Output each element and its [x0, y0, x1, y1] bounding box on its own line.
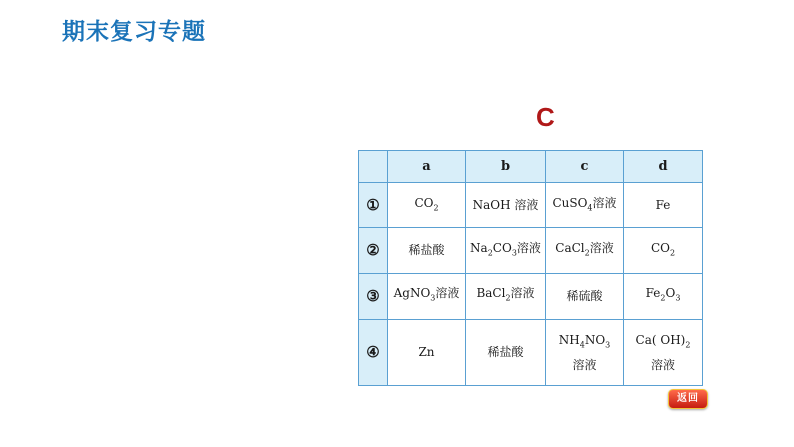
- back-button[interactable]: [668, 389, 708, 409]
- answer-label: C: [536, 102, 555, 132]
- table-cell: 稀盐酸: [466, 319, 546, 385]
- header-col-d: d: [624, 151, 703, 183]
- table-row: [359, 183, 703, 228]
- header-col-b: b: [466, 151, 546, 183]
- reagent-table: [358, 150, 703, 386]
- table-cell: 稀盐酸: [388, 228, 466, 273]
- table-header-row: [359, 151, 703, 183]
- table-cell: AgNO$_3$溶液: [388, 273, 466, 319]
- table-cell: NaOH 溶液: [466, 183, 546, 228]
- header-col-a: a: [388, 151, 466, 183]
- table-cell: Fe: [624, 183, 703, 228]
- back-button-label: 返回: [677, 393, 699, 404]
- table-row: [359, 319, 703, 385]
- row-number: ④: [359, 319, 388, 385]
- table-cell: Zn: [388, 319, 466, 385]
- table-cell: BaCl$_2$溶液: [466, 273, 546, 319]
- header-corner: [359, 151, 388, 183]
- table-cell: $Fe_2O_3$: [624, 273, 703, 319]
- table-cell: $CO_2$: [388, 183, 466, 228]
- header-col-c: c: [546, 151, 624, 183]
- table-row: [359, 273, 703, 319]
- table-cell: $Na_2CO_3$溶液: [466, 228, 546, 273]
- table-cell: $CO_2$: [624, 228, 703, 273]
- row-number: ①: [359, 183, 388, 228]
- table-row: [359, 228, 703, 273]
- page-title: 期末复习专题: [62, 19, 206, 45]
- table-cell: $NH_4NO_3$ 溶液: [546, 319, 624, 385]
- table-cell: CaCl$_2$溶液: [546, 228, 624, 273]
- table-cell: 稀硫酸: [546, 273, 624, 319]
- table-cell: Ca( $OH)_2$ 溶液: [624, 319, 703, 385]
- row-number: ③: [359, 273, 388, 319]
- table-cell: CuSO$_4$溶液: [546, 183, 624, 228]
- row-number: ②: [359, 228, 388, 273]
